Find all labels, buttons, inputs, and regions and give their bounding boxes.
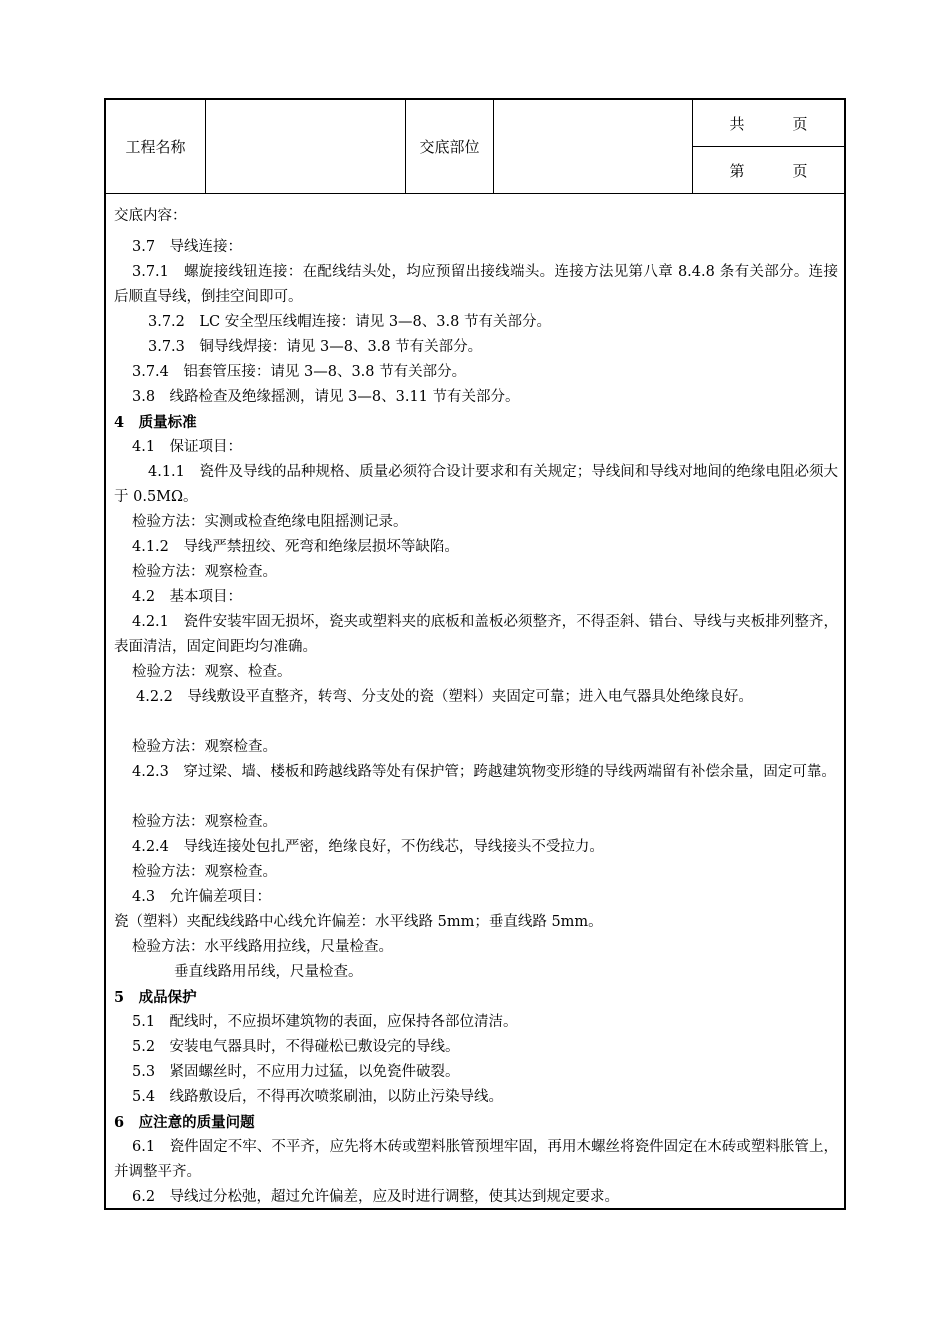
page-info xyxy=(693,100,844,193)
content-line: 6.2 导线过分松弛，超过允许偏差，应及时进行调整，使其达到规定要求。 xyxy=(132,1189,620,1205)
content-line: 5.2 安装电气器具时，不得碰松已敷设完的导线。 xyxy=(132,1039,460,1055)
content-line: 4.2.4 导线连接处包扎严密，绝缘良好，不伤线芯，导线接头不受拉力。 xyxy=(132,839,604,855)
content-line: 检验方法：观察、检查。 xyxy=(132,664,292,680)
project-name-value[interactable] xyxy=(206,100,406,193)
content-intro: 交底内容： xyxy=(114,208,187,224)
content-line: 瓷（塑料）夹配线线路中心线允许偏差：水平线路 5mm；垂直线路 5mm。 xyxy=(114,914,603,930)
disclosure-content xyxy=(114,204,838,1210)
page-prefix: 第 xyxy=(729,161,745,180)
content-line: 3.8 线路检查及绝缘摇测，请见 3—8、3.11 节有关部分。 xyxy=(132,389,520,405)
location-label: 交底部位 xyxy=(406,100,494,193)
content-line: 4.3 允许偏差项目： xyxy=(132,889,272,905)
content-line: 4.2.3 穿过梁、墙、楼板和跨越线路等处有保护管；跨越建筑物变形缝的导线两端留有补偿余量，固定可靠。 xyxy=(132,764,836,780)
form-header xyxy=(106,100,844,194)
content-line: 4.2 基本项目： xyxy=(132,589,243,605)
content-line: 3.7.4 铝套管压接：请见 3—8、3.8 节有关部分。 xyxy=(132,364,467,380)
total-pages-prefix: 共 xyxy=(729,114,745,133)
content-line: 4.2.1 瓷件安装牢固无损坏，瓷夹或塑料夹的底板和盖板必须整齐，不得歪斜、错台、导线与夹板排列整齐，表面清洁，固定间距均匀准确。 xyxy=(114,614,838,655)
content-line: 5.4 线路敷设后，不得再次喷浆刷油，以防止污染导线。 xyxy=(132,1089,504,1105)
content-line: 检验方法：观察检查。 xyxy=(132,564,277,580)
section-heading: 5 成品保护 xyxy=(114,989,197,1006)
content-line: 5.3 紧固螺丝时，不应用力过猛，以免瓷件破裂。 xyxy=(132,1064,460,1080)
content-line: 6.1 瓷件固定不牢、不平齐，应先将木砖或塑料胀管预埋牢固，再用木螺丝将瓷件固定在木砖或塑料胀管上，并调整平齐。 xyxy=(114,1139,838,1180)
page-suffix: 页 xyxy=(792,161,808,180)
project-name-label: 工程名称 xyxy=(106,100,206,193)
content-line: 4.1.1 瓷件及导线的品种规格、质量必须符合设计要求和有关规定；导线间和导线对地间的绝缘电阻必须大于 0.5MΩ。 xyxy=(114,464,838,505)
total-pages xyxy=(693,100,844,147)
content-line: 3.7.1 螺旋接线钮连接：在配线结头处，均应预留出接线端头。连接方法见第八章 8.4.8 条有关部分。连接后顺直导线，倒挂空间即可。 xyxy=(114,264,838,305)
page-number xyxy=(693,147,844,193)
content-line: 检验方法：观察检查。 xyxy=(132,814,277,830)
disclosure-form xyxy=(104,98,846,1210)
content-line: 4.1 保证项目： xyxy=(132,439,243,455)
content-line: 3.7.3 铜导线焊接：请见 3—8、3.8 节有关部分。 xyxy=(148,339,483,355)
content-line: 3.7 导线连接： xyxy=(132,239,243,255)
content-line: 5.1 配线时，不应损坏建筑物的表面，应保持各部位清洁。 xyxy=(132,1014,518,1030)
content-line: 检验方法：观察检查。 xyxy=(132,864,277,880)
content-line: 检验方法：观察检查。 xyxy=(132,739,277,755)
content-line: 4.2.2 导线敷设平直整齐，转弯、分支处的瓷（塑料）夹固定可靠；进入电气器具处绝缘良好。 xyxy=(136,689,753,705)
content-line: 4.1.2 导线严禁扭绞、死弯和绝缘层损坏等缺陷。 xyxy=(132,539,459,555)
total-pages-suffix: 页 xyxy=(792,114,808,133)
content-line: 检验方法：水平线路用拉线，尺量检查。 xyxy=(132,939,393,955)
content-line: 垂直线路用吊线，尺量检查。 xyxy=(174,964,363,980)
content-line: 3.7.2 LC 安全型压线帽连接：请见 3—8、3.8 节有关部分。 xyxy=(148,314,551,330)
section-heading: 6 应注意的质量问题 xyxy=(114,1114,255,1131)
content-line: 检验方法：实测或检查绝缘电阻摇测记录。 xyxy=(132,514,408,530)
location-value[interactable] xyxy=(494,100,693,193)
section-heading: 4 质量标准 xyxy=(114,414,197,431)
